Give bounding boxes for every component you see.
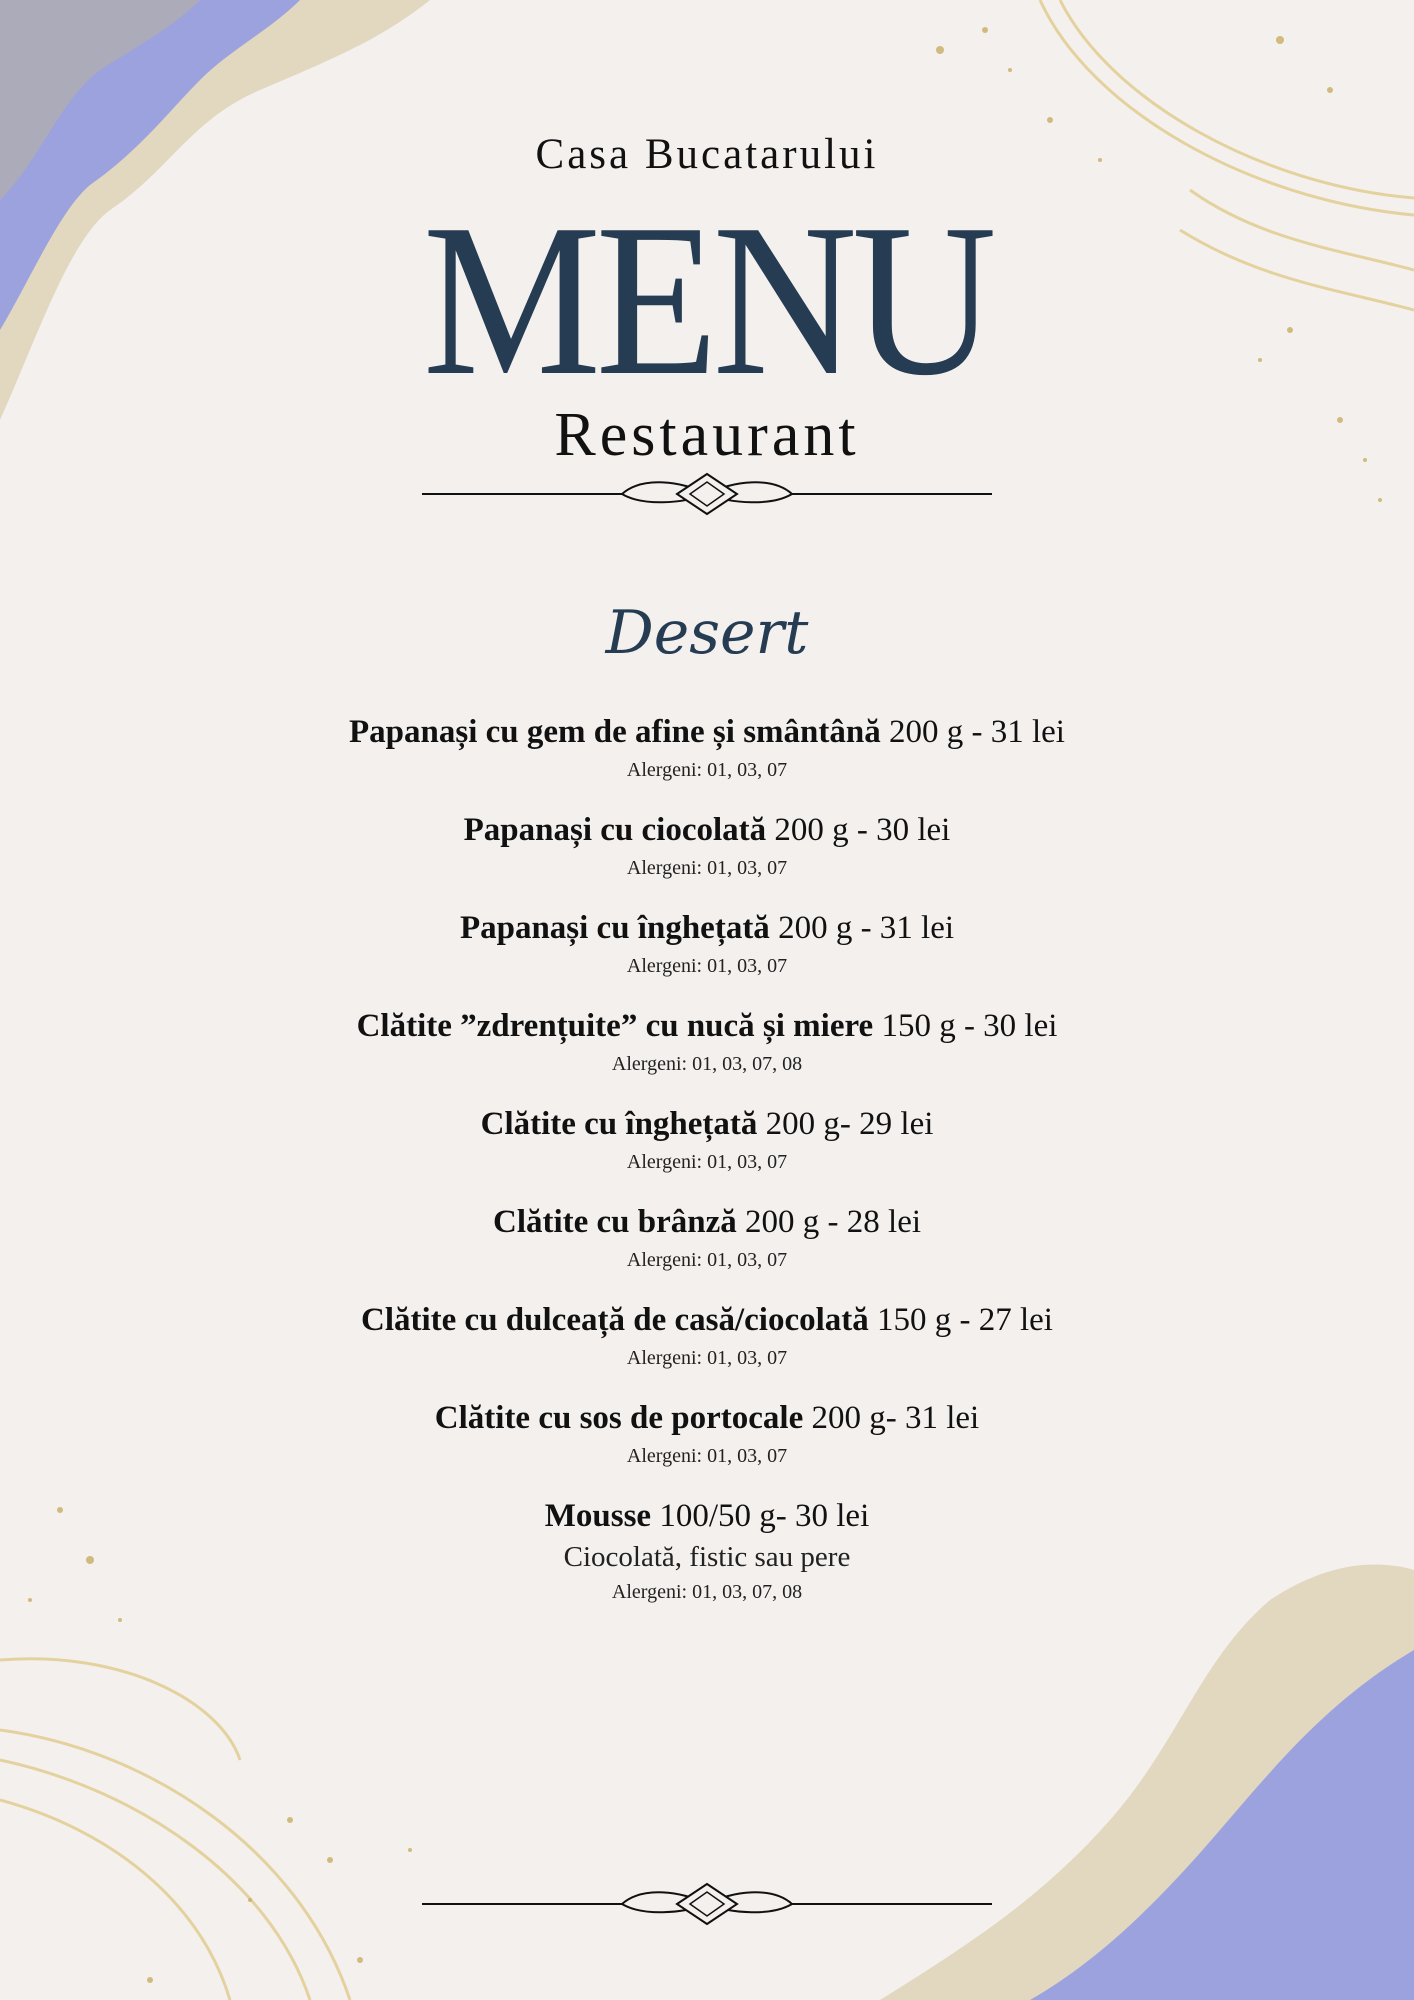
item-name: Papanași cu înghețată (459, 910, 770, 946)
item-name: Clătite cu dulceață de casă/ciocolată (361, 1302, 869, 1338)
item-allergens: Alergeni: 01, 03, 07 (626, 1347, 788, 1369)
menu-item (0, 1397, 1414, 1495)
ornament-divider-bottom (422, 1876, 992, 1936)
item-allergens: Alergeni: 01, 03, 07 (626, 857, 788, 879)
item-allergens: Alergeni: 01, 03, 07 (626, 759, 788, 781)
menu-item (0, 711, 1414, 809)
item-allergens: Alergeni: 01, 03, 07, 08 (611, 1053, 803, 1075)
restaurant-name: Casa Bucatarului (535, 131, 879, 178)
item-weight-price: 200 g - 28 lei (745, 1204, 922, 1240)
menu-title: MENU (422, 180, 992, 421)
item-allergens: Alergeni: 01, 03, 07 (626, 1249, 788, 1271)
item-name: Clătite ”zdrențuite” cu nucă și miere (356, 1008, 874, 1044)
item-weight-price: 200 g - 31 lei (778, 910, 955, 946)
section-title-desert: Desert (605, 598, 809, 668)
menu-item (0, 1495, 1414, 1633)
item-name: Mousse (544, 1498, 652, 1534)
menu-item (0, 1005, 1414, 1103)
item-weight-price: 200 g - 31 lei (888, 714, 1065, 750)
item-allergens: Alergeni: 01, 03, 07, 08 (611, 1581, 803, 1603)
item-weight-price: 200 g - 30 lei (774, 812, 951, 848)
item-name: Clătite cu înghețată (480, 1106, 758, 1142)
ornament-divider-top (422, 466, 992, 526)
menu-item (0, 1103, 1414, 1201)
item-name: Papanași cu gem de afine și smântână (349, 714, 881, 750)
menu-item (0, 907, 1414, 1005)
item-flavors: Ciocolată, fistic sau pere (563, 1541, 851, 1573)
menu-item (0, 809, 1414, 907)
item-weight-price: 200 g- 29 lei (765, 1106, 934, 1142)
dessert-list (0, 711, 1414, 1633)
item-weight-price: 200 g- 31 lei (811, 1400, 980, 1436)
item-name: Clătite cu sos de portocale (434, 1400, 804, 1436)
restaurant-subtitle: Restaurant (554, 401, 860, 469)
item-weight-price: 150 g - 30 lei (881, 1008, 1058, 1044)
item-allergens: Alergeni: 01, 03, 07 (626, 1445, 788, 1467)
item-allergens: Alergeni: 01, 03, 07 (626, 955, 788, 977)
menu-item (0, 1201, 1414, 1299)
menu-item (0, 1299, 1414, 1397)
item-weight-price: 150 g - 27 lei (877, 1302, 1053, 1338)
item-allergens: Alergeni: 01, 03, 07 (626, 1151, 788, 1173)
item-weight-price: 100/50 g- 30 lei (659, 1498, 870, 1534)
item-name: Papanași cu ciocolată (463, 812, 767, 848)
item-name: Clătite cu brânză (492, 1204, 737, 1240)
